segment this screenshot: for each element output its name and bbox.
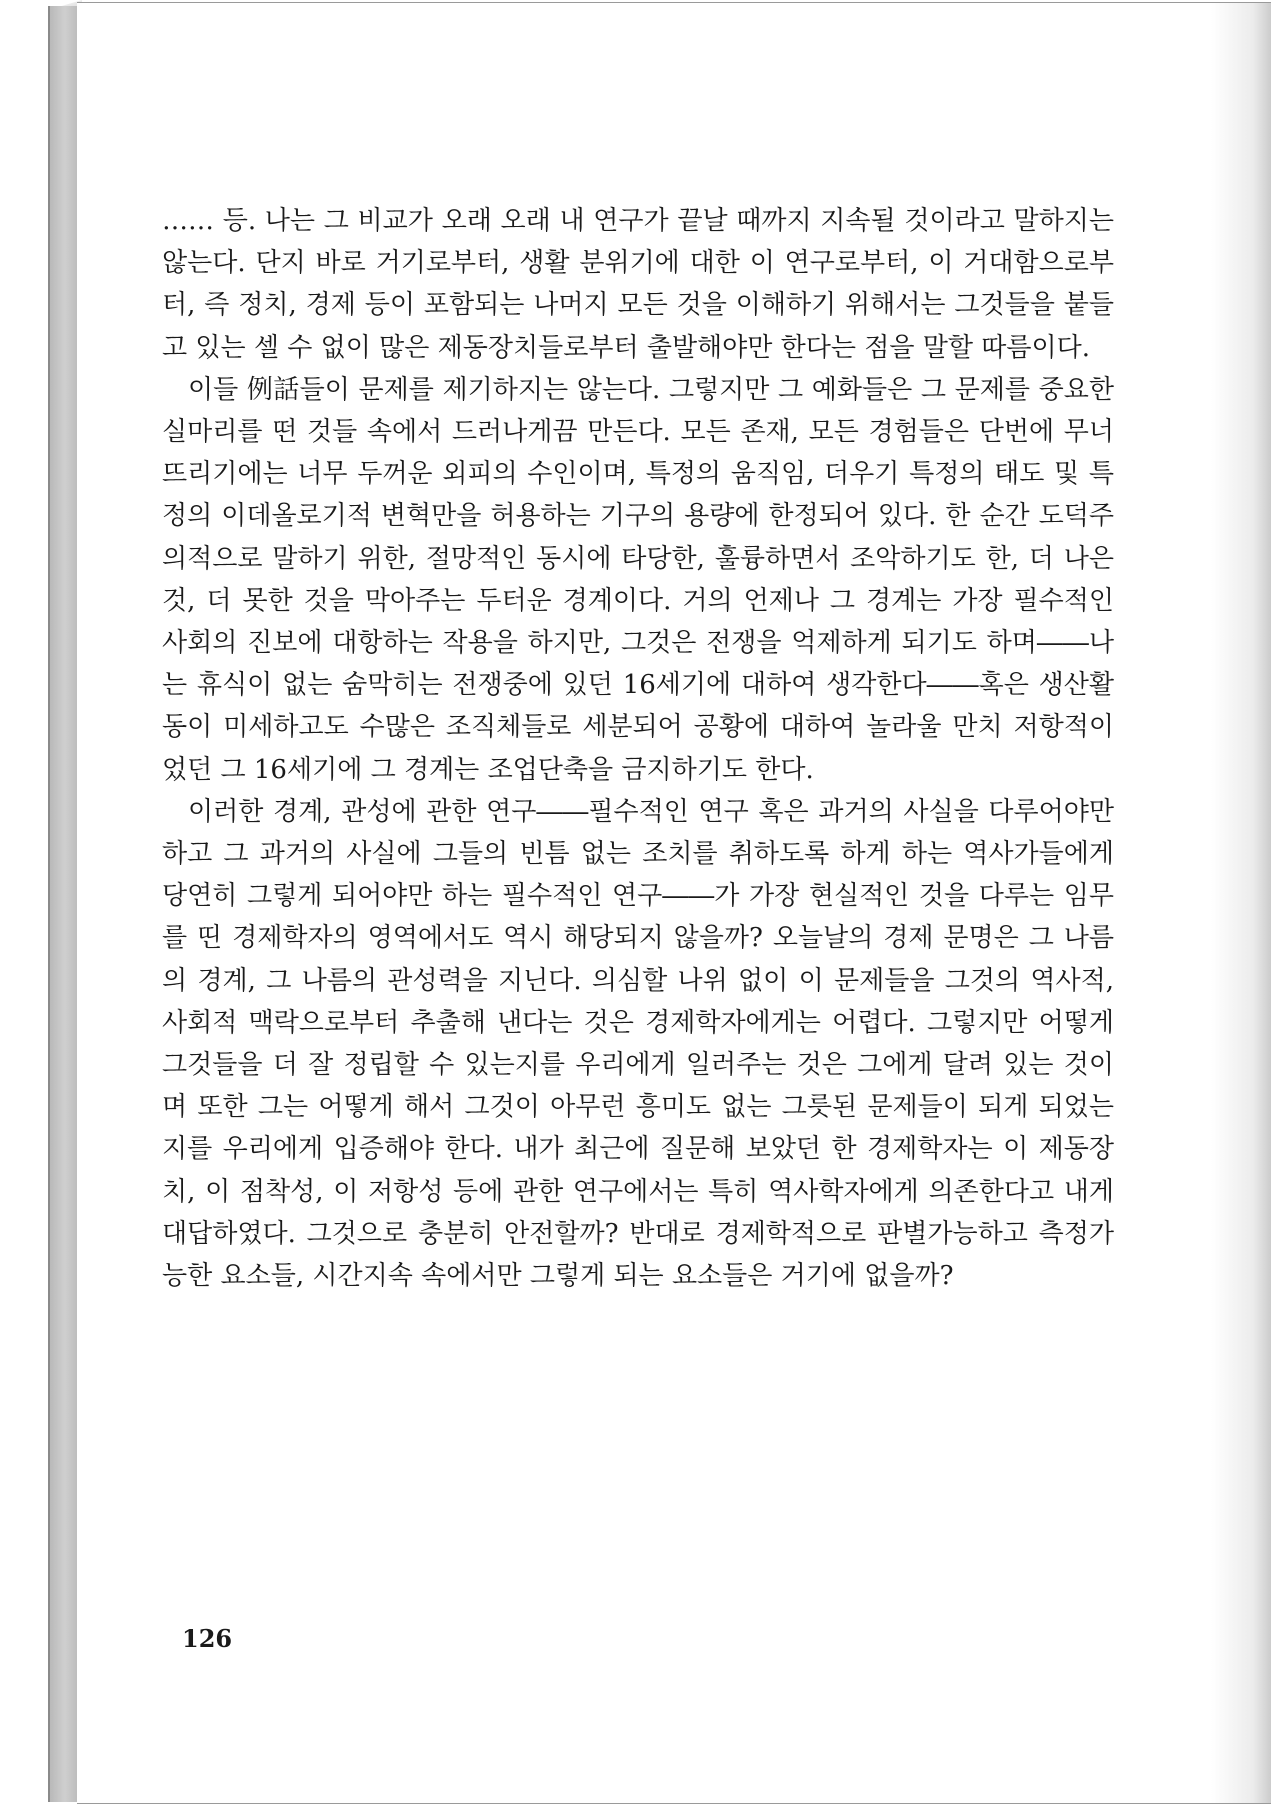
paragraph-3: 이러한 경계, 관성에 관한 연구――필수적인 연구 혹은 과거의 사실을 다루어야만 하고 그 과거의 사실에 그들의 빈틈 없는 조치를 취하도록 하게 하는 역사가들에게 당연히 그렇게 되어야만 하는 필수적인 연구――가 가장 현실적인 것을 다루는 임무를 띤 경제학자의 영역에서도 역시 해당되지 않을까? 오늘날의 경제 문명은 그 나름의 경계, 그 나름의 관성력을 지닌다. 의심할 나위 없이 이 문제들을 그것의 역사적, 사회적 맥락으로부터 추출해 낸다는 것은 경제학자에게는 어렵다. 그렇지만 어떻게 그것들을 더 잘 정립할 수 있는지를 우리에게 일러주는 것은 그에게 달려 있는 것이며 또한 그는 어떻게 해서 그것이 아무런 흥미도 없는 그릇된 문제들이 되게 되었는지를 우리에게 입증해야 한다. 내가 최근에 질문해 보았던 한 경제학자는 이 제동장치, 이 점착성, 이 저항성 등에 관한 연구에서는 특히 역사학자에게 의존한다고 내게 대답하였다. 그것으로 충분히 안전할까? 반대로 경제학적으로 판별가능하고 측정가능한 요소들, 시간지속 속에서만 그렇게 되는 요소들은 거기에 없을까? [162,796,1115,1292]
page-number: 126 [182,1624,233,1653]
paragraph-1: …… 등. 나는 그 비교가 오래 오래 내 연구가 끝날 때까지 지속될 것이라고 말하지는 않는다. 단지 바로 거기로부터, 생활 분위기에 대한 이 연구로부터, 이 거대함으로부터, 즉 정치, 경제 등이 포함되는 나머지 모든 것을 이해하기 위해서는 그것들을 붙들고 있는 셀 수 없이 많은 제동장치들로부터 출발해야만 한다는 점을 말할 따름이다. [162,206,1114,363]
book-spine [48,6,78,1802]
body-text [162,200,1114,1297]
page-edge-shadow [1211,3,1271,1803]
paragraph-2: 이들 例話들이 문제를 제기하지는 않는다. 그렇지만 그 예화들은 그 문제를 중요한 실마리를 떤 것들 속에서 드러나게끔 만든다. 모든 존재, 모든 경험들은 단번에 무너뜨리기에는 너무 두꺼운 외피의 수인이며, 특정의 움직임, 더우기 특정의 태도 및 특정의 이데올로기적 변혁만을 허용하는 기구의 용량에 한정되어 있다. 한 순간 도덕주의적으로 말하기 위한, 절망적인 동시에 타당한, 훌륭하면서 조악하기도 한, 더 나은 것, 더 못한 것을 막아주는 두터운 경계이다. 거의 언제나 그 경계는 가장 필수적인 사회의 진보에 대항하는 작용을 하지만, 그것은 전쟁을 억제하게 되기도 하며――나는 휴식이 없는 숨막히는 전쟁중에 있던 16세기에 대하여 생각한다――혹은 생산활동이 미세하고도 수많은 조직체들로 세분되어 공황에 대하여 놀라울 만치 저항적이었던 그 16세기에 그 경계는 조업단축을 금지하기도 한다. [162,374,1114,785]
